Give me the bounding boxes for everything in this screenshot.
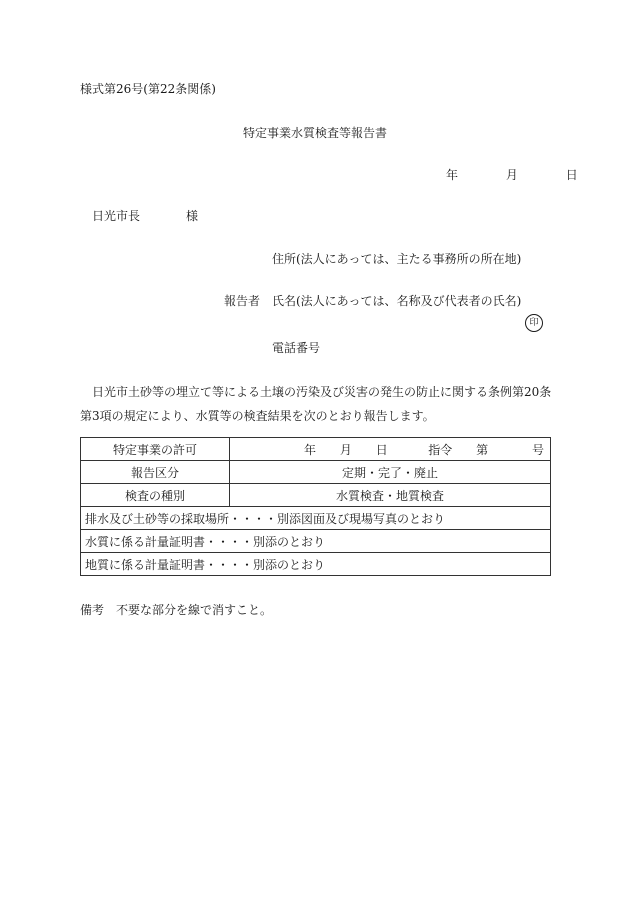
- table-row: [81, 484, 551, 507]
- table-row: [81, 438, 551, 461]
- addressee-honorific: 様: [186, 209, 199, 223]
- table-row: [81, 553, 551, 576]
- report-table: [80, 437, 551, 576]
- addressee: [92, 207, 198, 224]
- phone-label: 電話番号: [272, 341, 321, 355]
- report-category-label: 報告区分: [81, 461, 230, 484]
- reporter-label: 報告者: [224, 294, 261, 308]
- permit-year-label: 年: [304, 442, 317, 457]
- date-month-label: 月: [505, 168, 518, 182]
- address-label: 住所(法人にあっては、主たる事務所の所在地): [272, 252, 522, 266]
- water-certificate-row: 水質に係る計量証明書・・・・別添のとおり: [81, 530, 551, 553]
- permit-label: 特定事業の許可: [81, 438, 230, 461]
- table-row: [81, 461, 551, 484]
- seal-mark: 印: [525, 314, 543, 332]
- report-category-value: 定期・完了・廃止: [230, 461, 551, 484]
- form-number: 様式第26号(第22条関係): [80, 82, 216, 96]
- table-row: [81, 530, 551, 553]
- table-row: [81, 507, 551, 530]
- permit-value: [230, 438, 551, 461]
- body-paragraph: 日光市土砂等の埋立て等による土壌の汚染及び災害の発生の防止に関する条例第20条第3項の規定により、水質等の検査結果を次のとおり報告します。: [80, 385, 552, 423]
- remarks-note: 備考 不要な部分を線で消すこと。: [80, 603, 273, 617]
- name-label: 氏名(法人にあっては、名称及び代表者の氏名): [272, 294, 522, 308]
- inspection-type-label: 検査の種別: [81, 484, 230, 507]
- permit-month-label: 月: [339, 442, 352, 457]
- addressee-name: 日光市長: [92, 209, 141, 223]
- permit-number-suffix: 号: [531, 442, 544, 457]
- sampling-location-row: 排水及び土砂等の採取場所・・・・別添図面及び現場写真のとおり: [81, 507, 551, 530]
- soil-certificate-row: 地質に係る計量証明書・・・・別添のとおり: [81, 553, 551, 576]
- inspection-type-value: 水質検査・地質検査: [230, 484, 551, 507]
- date-year-label: 年: [446, 168, 459, 182]
- date-day-label: 日: [565, 168, 578, 182]
- permit-number-prefix: 第: [476, 442, 489, 457]
- document-title: 特定事業水質検査等報告書: [242, 126, 387, 140]
- permit-directive-label: 指令: [428, 442, 453, 457]
- report-date: [446, 166, 578, 183]
- permit-day-label: 日: [375, 442, 388, 457]
